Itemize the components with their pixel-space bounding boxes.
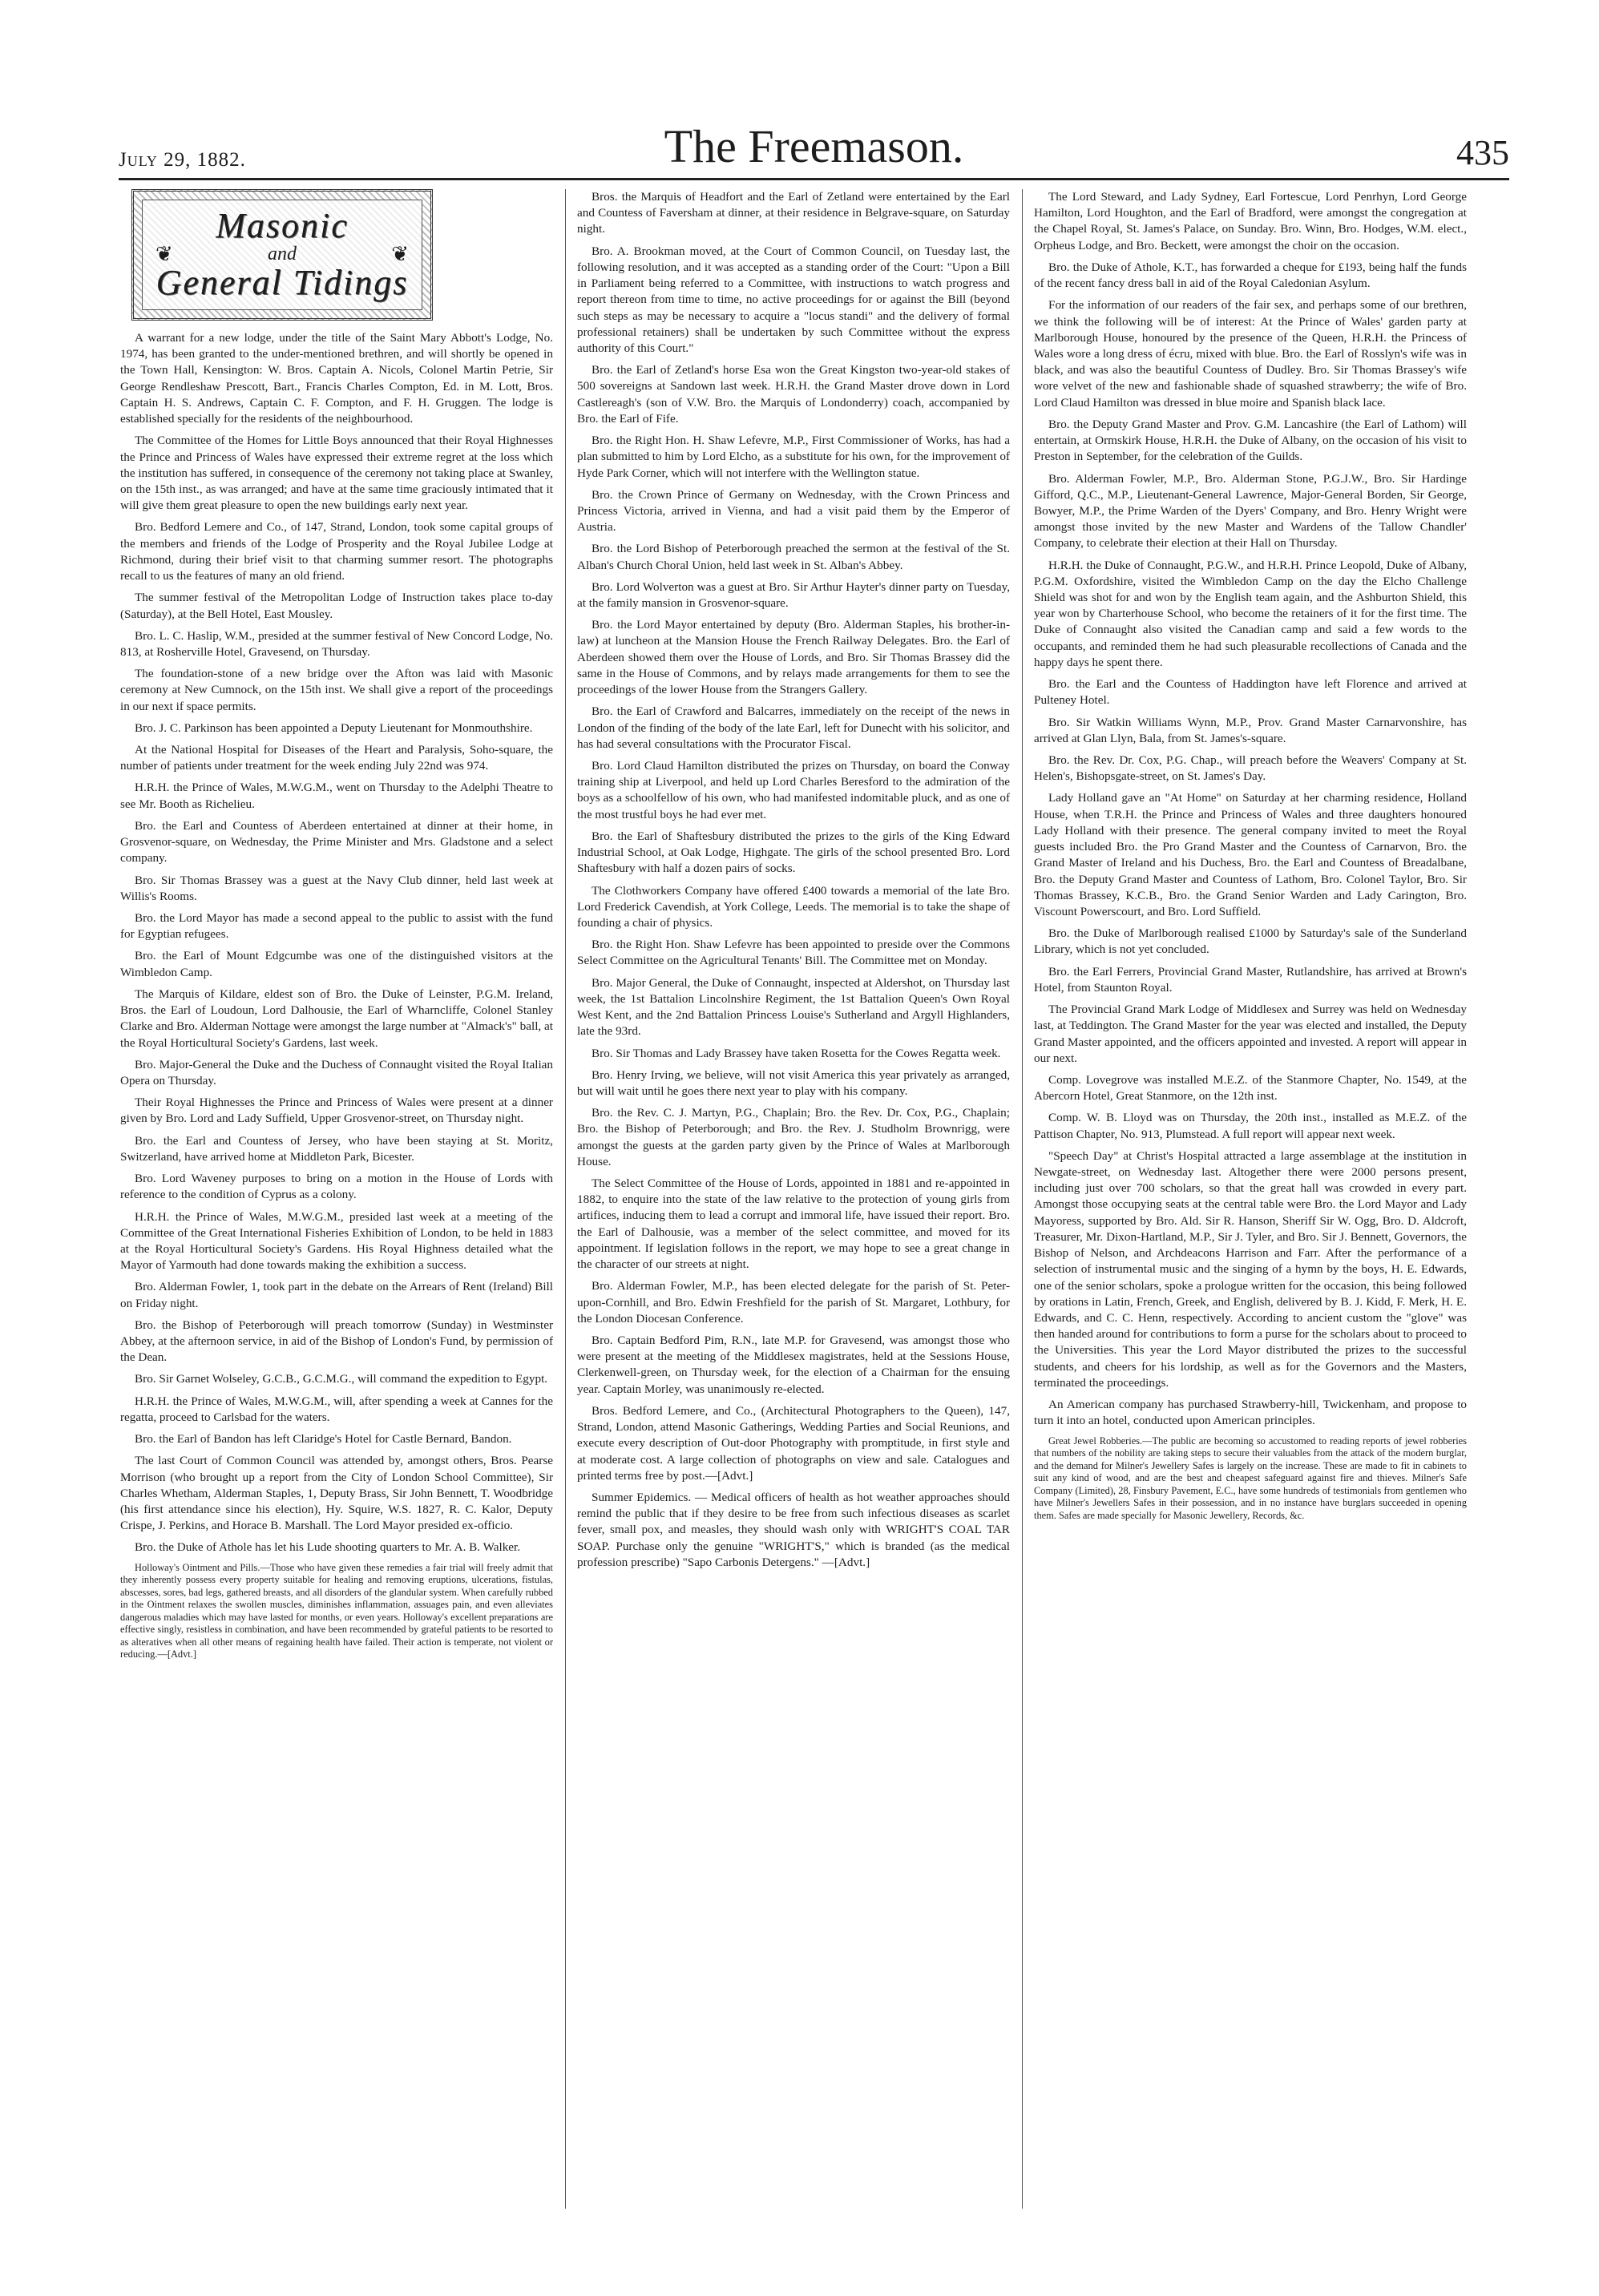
column-1	[120, 189, 553, 2209]
article-paragraph: The Marquis of Kildare, eldest son of Bro. the Duke of Leinster, P.G.M. Ireland, Bros. the Earl of Loudoun, Lord Dalhousie, the Earl of Wharncliffe, Colonel Stanley Clarke and Bro. Alderman Nottage were amongst the large number at "Almack's" ball, at the Royal Horticultural Society's Gardens, last week.	[120, 987, 553, 1050]
article-paragraph: Bro. Captain Bedford Pim, R.N., late M.P. for Gravesend, was amongst those who were present at the meeting of the Middlesex magistrates, held at the Sessions House, Clerkenwell-green, on Thursday week, for the election of a Chairman for the ensuing year. Captain Morley, was unanimously re-elected.	[577, 1334, 1010, 1396]
article-paragraph: The Clothworkers Company have offered £400 towards a memorial of the late Bro. Lord Frederick Cavendish, at York College, Leeds. The memorial is to take the shape of founding a chair of physics.	[577, 883, 1010, 930]
article-paragraph: Bro. Major General, the Duke of Connaught, inspected at Aldershot, on Thursday last week, the 1st Battalion Lincolnshire Regiment, the 1st Battalion Queen's Own Royal West Kent, and the 2nd Battalion Princess Louise's Sutherland and Argyll Highlanders, late the 93rd.	[577, 975, 1010, 1039]
article-paragraph: An American company has purchased Strawberry-hill, Twickenham, and propose to turn it into an hotel, conducted upon American principles.	[1034, 1398, 1467, 1428]
article-paragraph: Bro. the Duke of Athole has let his Lude shooting quarters to Mr. A. B. Walker.	[135, 1540, 521, 1555]
page-number: 435	[1456, 133, 1509, 172]
article-paragraph: Bro. Alderman Fowler, 1, took part in the debate on the Arrears of Rent (Ireland) Bill on Friday night.	[120, 1280, 553, 1310]
column-3	[1034, 189, 1467, 2209]
column-divider	[565, 189, 566, 2209]
article-paragraph: Bro. A. Brookman moved, at the Court of Common Council, on Tuesday last, the following resolution, and it was accepted as a standing order of the Court: "Upon a Bill in Parliament being referred to a Committee, with instructions to watch progress and report thereon from time to time, no active proceedings for or against the Bill (beyond such steps as may be necessary to acquire a "locus standi" and the delivery of formal professional retainers) shall be undertaken by such Committee without the express authority of this Court."	[577, 244, 1010, 355]
article-paragraph: Bro. the Earl of Mount Edgcumbe was one of the distinguished visitors at the Wimbledon Camp.	[120, 949, 553, 979]
column-1-articles	[120, 330, 553, 1661]
article-paragraph: Bro. Alderman Fowler, M.P., has been elected delegate for the parish of St. Peter-upon-Cornhill, and Bro. Edwin Freshfield for the parish of St. Margaret, Lothbury, for the London Diocesan Conference.	[577, 1279, 1010, 1326]
article-paragraph: Bro. the Rev. Dr. Cox, P.G. Chap., will preach before the Weavers' Company at St. Helen's, Bishopsgate-street, on St. James's Day.	[1034, 753, 1467, 784]
article-paragraph: Bro. the Lord Bishop of Peterborough preached the sermon at the festival of the St. Alban's Church Choral Union, held last week in St. Alban's Abbey.	[577, 542, 1010, 572]
article-paragraph: Bro. the Earl and the Countess of Haddington have left Florence and arrived at Pulteney Hotel.	[1034, 677, 1467, 708]
article-paragraph: Bro. Sir Watkin Williams Wynn, M.P., Prov. Grand Master Carnarvonshire, has arrived at Glan Llyn, Bala, from St. James's-square.	[1034, 715, 1467, 745]
issue-date: July 29, 1882.	[119, 149, 246, 171]
article-paragraph: For the information of our readers of the fair sex, and perhaps some of our brethren, we think the following will be of interest: At the Prince of Wales' garden party at Marlborough House, honoured by the presence of the Queen, H.R.H. the Princess of Wales wore a long dress of écru, mixed with blue. Bro. the Earl of Rosslyn's wife was in black, and was also the beautiful Countess of Dudley. Bro. Sir Thomas Brassey's wife wore velvet of the new and fashionable shade of squashed strawberry; the wife of Bro. Lord Claud Hamilton was dressed in blue moire and Spanish black lace.	[1034, 298, 1467, 410]
article-paragraph: Lady Holland gave an "At Home" on Saturday at her charming residence, Holland House, when T.R.H. the Prince and Princess of Wales and three daughters honoured Lady Holland with their presence. The general company invited to meet the Royal guests included Bro. the Pro Grand Master and the Countess of Carnarvon, Bro. the Grand Master of Ireland and his Duchess, Bro. the Earl and Countess of Breadalbane, Bro. the Deputy Grand Master and Countess of Lathom, Bro. Colonel Taylor, Bro. Sir Thomas Brassey, K.C.B., Bro. the Grand Senior Warden and Lady Carington, Bro. Viscount Powerscourt, and Bro. Lord Suffield.	[1034, 791, 1467, 918]
article-paragraph: Bro. the Duke of Marlborough realised £1000 by Saturday's sale of the Sunderland Library, which is not yet concluded.	[1034, 926, 1467, 957]
article-paragraph: Comp. Lovegrove was installed M.E.Z. of the Stanmore Chapter, No. 1549, at the Abercorn Hotel, Great Stanmore, on the 12th inst.	[1034, 1072, 1467, 1104]
article-paragraph: Bro. Lord Waveney purposes to bring on a motion in the House of Lords with reference to the condition of Cyprus as a colony.	[120, 1172, 553, 1202]
article-paragraph: Bro. the Bishop of Peterborough will preach tomorrow (Sunday) in Westminster Abbey, at the afternoon service, in aid of the Bishop of London's Fund, by permission of the Dean.	[120, 1317, 553, 1365]
article-paragraph: Bro. J. C. Parkinson has been appointed a Deputy Lieutenant for Monmouthshire.	[135, 720, 533, 735]
column-2-articles	[577, 189, 1010, 1571]
column-divider	[1022, 189, 1023, 2209]
article-paragraph: Bro. Sir Thomas Brassey was a guest at the Navy Club dinner, held last week at Willis's Rooms.	[120, 873, 553, 903]
article-paragraph: The foundation-stone of a new bridge over the Afton was laid with Masonic ceremony at New Cumnock, on the 15th inst. We shall give a report of the proceedings in our next if space permits.	[120, 667, 553, 713]
heading-line-2: and	[268, 244, 297, 264]
article-paragraph: Bro. Sir Garnet Wolseley, G.C.B., G.C.M.G., will command the expedition to Egypt.	[135, 1372, 548, 1386]
article-paragraph: The last Court of Common Council was attended by, amongst others, Bros. Pearse Morrison (who brought up a report from the City of London School Committee), Sir Charles Whetham, Alderman Staples, 1, Deputy Brass, Sir John Bennett, T. Woodbridge (his first attendance since his election), Hy. Squire, W.S. 1827, R. C. Kalor, Deputy Crispe, J. Perkins, and Horace B. Marshall. The Lord Mayor presided ex-officio.	[120, 1454, 553, 1533]
article-paragraph: Bro. the Earl and Countess of Jersey, who have been staying at St. Moritz, Switzerland, have arrived home at Middleton Park, Bicester.	[120, 1133, 553, 1164]
article-paragraph: Bro. the Earl of Crawford and Balcarres, immediately on the receipt of the news in London of the finding of the body of the late Earl, left for Dunecht with his solicitor, and has had several consultations with the Procurator Fiscal.	[577, 704, 1010, 751]
section-heading	[142, 200, 422, 310]
article-paragraph: Bro. the Earl of Bandon has left Claridge's Hotel for Castle Bernard, Bandon.	[135, 1432, 512, 1447]
article-paragraph: Bros. the Marquis of Headfort and the Earl of Zetland were entertained by the Earl and Countess of Faversham at dinner, at their residence in Belgrave-square, on Saturday night.	[577, 190, 1010, 236]
section-heading-ornament	[131, 189, 433, 321]
article-paragraph: Bro. the Lord Mayor has made a second appeal to the public to assist with the fund for Egyptian refugees.	[120, 911, 553, 942]
ornament-right-icon: ❦	[391, 242, 409, 266]
article-paragraph: Their Royal Highnesses the Prince and Princess of Wales were present at a dinner given by Bro. Lord and Lady Suffield, Upper Grosvenor-street, on Thursday night.	[120, 1096, 553, 1126]
heading-line-3: General Tidings	[155, 263, 409, 302]
article-paragraph: Bro. the Right Hon. H. Shaw Lefevre, M.P., First Commissioner of Works, has had a plan submitted to him by Lord Elcho, as a substitute for his own, for the improvement of Hyde Park Corner, which will not interfere with the Wellington statue.	[577, 434, 1010, 480]
article-paragraph: Bro. the Duke of Athole, K.T., has forwarded a cheque for £193, being half the funds of the recent fancy dress ball in aid of the Royal Caledonian Asylum.	[1034, 260, 1467, 291]
article-paragraph: Summer Epidemics. — Medical officers of health as hot weather approaches should remind the public that if they desire to be free from such infectious diseases as scarlet fever, small pox, and measles, they should wash only with WRIGHT'S COAL TAR SOAP. Purchase only the genuine "WRIGHT'S," which is branded (as the medical profession prescribe) "Sapo Carbonis Detergens." —[Advt.]	[577, 1490, 1010, 1569]
article-paragraph: The summer festival of the Metropolitan Lodge of Instruction takes place to-day (Saturday), at the Bell Hotel, East Mousley.	[120, 591, 553, 621]
article-paragraph: Bro. the Earl of Zetland's horse Esa won the Great Kingston two-year-old stakes of 500 sovereigns at Sandown last week. H.R.H. the Grand Master drove down in Lord Castlereagh's (son of V.W. Bro. the Marquis of Londonderry) coach, accompanied by Bro. the Earl of Fife.	[577, 363, 1010, 426]
article-paragraph: Bro. the Earl and Countess of Aberdeen entertained at dinner at their home, in Grosvenor-square, on Wednesday, the Prime Minister and Mrs. Gladstone and a select company.	[120, 818, 553, 866]
article-paragraph: Bro. Alderman Fowler, M.P., Bro. Alderman Stone, P.G.J.W., Bro. Sir Hardinge Gifford, Q.C., M.P., Lieutenant-General Lawrence, Major-General Borden, Sir George, Bowyer, M.P., the Prime Warden of the Dyers' Company, and Bro. Henry Wright were amongst those invited by the new Master and Wardens of the Tallow Chandler' Company, to celebrate their election at their Hall on Thursday.	[1034, 471, 1467, 551]
article-paragraph: Bro. the Earl of Shaftesbury distributed the prizes to the girls of the King Edward Industrial School, at Oak Lodge, Highgate. The girls of the school presented Bro. Lord Shaftesbury with half a dozen pairs of socks.	[577, 829, 1010, 876]
article-paragraph: The Lord Steward, and Lady Sydney, Earl Fortescue, Lord Penrhyn, Lord George Hamilton, Lord Houghton, and the Earl of Bradford, were amongst the congregation at the Chapel Royal, St. James's Palace, on Sunday. Bro. Winn, Bro. Hodges, W.M. elect., Orpheus Lodge, and Bro. Beckett, were amongst the choir on the occasion.	[1034, 190, 1467, 252]
article-paragraph: Comp. W. B. Lloyd was on Thursday, the 20th inst., installed as M.E.Z. of the Pattison Chapter, No. 913, Plumstead. A full report will appear next week.	[1034, 1111, 1467, 1141]
column-2	[577, 189, 1010, 2209]
article-paragraph: Bro. L. C. Haslip, W.M., presided at the summer festival of New Concord Lodge, No. 813, at Rosherville Hotel, Gravesend, on Thursday.	[120, 628, 553, 659]
masthead	[119, 120, 1509, 176]
article-paragraph: Holloway's Ointment and Pills.—Those who have given these remedies a fair trial will freely admit that they inherently possess every property suitable for healing and removing eruptions, ulcerations, fistulas, abscesses, sores, bad legs, gathered breasts, and all disorders of the glandular system. When carefully rubbed in the Ointment relaxes the swollen muscles, diminishes inflammation, assuages pain, and even alleviates dangerous maladies which may have lasted for months, or even years. Holloway's excellent preparations are effective singly, resistless in combination, and have been recommended by grateful patients to be resorted to as alteratives when all other means of regaining health have failed. Their action is temperate, not violent or reducing.—[Advt.]	[120, 1561, 553, 1660]
article-paragraph: Bro. Bedford Lemere and Co., of 147, Strand, London, took some capital groups of the members and friends of the Lodge of Prosperity and the Royal Jubilee Lodge at Richmond, during their brief visit to that charming summer resort. The photographs recall to us the features of many an old friend.	[120, 520, 553, 583]
article-paragraph: Bro. Henry Irving, we believe, will not visit America this year privately as arranged, but will wait until he goes there next year to play with his company.	[577, 1067, 1010, 1098]
article-paragraph: Bro. Lord Claud Hamilton distributed the prizes on Thursday, on board the Conway training ship at Liverpool, and held up Lord Charles Beresford to the admiration of the boys as a schoolfellow of his own, who had manifested indomitable pluck, and as one of the most trustful boys he had ever met.	[577, 759, 1010, 821]
article-paragraph: The Select Committee of the House of Lords, appointed in 1881 and re-appointed in 1882, to enquire into the state of the law relative to the protection of young girls from artifices, inducing them to lead a corrupt and immoral life, have issued their report. Bro. the Earl of Dalhousie, was a member of the select committee, and moved for its appointment. If legislation follows in the report, we may hope to see a great change in the character of our streets at night.	[577, 1176, 1010, 1272]
column-3-articles	[1034, 189, 1467, 1522]
article-paragraph: The Provincial Grand Mark Lodge of Middlesex and Surrey was held on Wednesday last, at Teddington. The Grand Master for the year was elected and installed, the Deputy Grand Master appointed, and the officers appointed and invested. A report will appear in our next.	[1034, 1003, 1467, 1065]
article-paragraph: "Speech Day" at Christ's Hospital attracted a large assemblage at the institution in Newgate-street, on Wednesday last. Altogether there were 2000 persons present, including just over 700 scholars, so that the great hall was crowded in every part. Amongst those occupying seats at the central table were Bro. the Lord Mayor and Lady Mayoress, supported by Bro. Ald. Sir R. Hanson, Sheriff Sir W. Ogg, Bro. D. Aldcroft, Treasurer, Mr. Dixon-Hartland, M.P., Sir J. Tyler, and Bro. Sir J. Bennett, Governors, the Bishop of Nelson, and Archdeacons Harrison and Farr. After the performance of a selection of instrumental music and the singing of a hymn by the boys, H. E. Edwards, one of the senior scholars, spoke a prologue written for the occasion, this being followed by orations in Latin, French, Greek, and English, delivered by B. J. Kidd, F. Merk, H. E. Edwards, and C. C. Henn, respectively. According to ancient custom the "glove" was then handed around for contributions to form a purse for the scholars about to proceed to the Universities. This year the Lord Mayor distributed the prizes to the successful students, and cheers for his lordship, as well as for the Governors and the Masters, terminated the proceedings.	[1034, 1148, 1467, 1390]
article-paragraph: H.R.H. the Prince of Wales, M.W.G.M., went on Thursday to the Adelphi Theatre to see Mr. Booth as Richelieu.	[120, 781, 553, 811]
article-paragraph: Bro. the Rev. C. J. Martyn, P.G., Chaplain; Bro. the Rev. Dr. Cox, P.G., Chaplain; Bro. the Bishop of Peterborough; and Bro. the Rev. J. Studholm Brownrigg, were amongst the guests at the garden party given by the Prince of Wales at Marlborough House.	[577, 1106, 1010, 1168]
article-paragraph: H.R.H. the Duke of Connaught, P.G.W., and H.R.H. Prince Leopold, Duke of Albany, P.G.M. Oxfordshire, visited the Wimbledon Camp on the day the Elcho Challenge Shield was shot for and won by the English team again, and the Ashburton Shield, this year won by Charterhouse School, who become the retainers of it for the first time. The Duke of Connaught also visited the Canadian camp and said a few words to the occupants, and reminded them he had such pleasurable recollections of Canada and the happy days he spent there.	[1034, 558, 1467, 669]
article-paragraph: H.R.H. the Prince of Wales, M.W.G.M., will, after spending a week at Cannes for the regatta, proceed to Carlsbad for the waters.	[120, 1394, 553, 1424]
article-paragraph: Bro. the Deputy Grand Master and Prov. G.M. Lancashire (the Earl of Lathom) will entertain, at Ormskirk House, H.R.H. the Duke of Albany, on the occasion of his visit to Preston in September, for the celebration of the Guilds.	[1034, 417, 1467, 464]
article-paragraph: Bro. the Lord Mayor entertained by deputy (Bro. Alderman Staples, his brother-in-law) at luncheon at the Mansion House the French Railway Delegates. Bro. the Earl of Aberdeen showed them over the House of Lords, and Bro. Sir Thomas Brassey did the same in the House of Commons, and by relays made arrangements for them to see the proceedings of the lower House from the Strangers Gallery.	[577, 618, 1010, 697]
article-paragraph: Bro. Lord Wolverton was a guest at Bro. Sir Arthur Hayter's dinner party on Tuesday, at the family mansion in Grosvenor-square.	[577, 579, 1010, 611]
header-rule	[119, 178, 1509, 180]
article-paragraph: Bro. Major-General the Duke and the Duchess of Connaught visited the Royal Italian Opera on Thursday.	[120, 1057, 553, 1087]
article-paragraph: Great Jewel Robberies.—The public are becoming so accustomed to reading reports of jewel robberies that numbers of the nobility are taking steps to secure their valuables from the attack of the modern burglar, and the demand for Milner's Jewellery Safes is largely on the increase. These are made to fit in cabinets to suit any kind of wood, and are the best and cheapest safeguard against fire and thieves. Milner's Safe Company (Limited), 28, Finsbury Pavement, E.C., have some hundreds of testimonials from gentlemen who have Milner's Jewellers Safes in their possession, and in no instance have burglars succeeded in opening them. Safes are made specially for Masonic Jewellery, Records, &c.	[1034, 1434, 1467, 1521]
article-paragraph: A warrant for a new lodge, under the title of the Saint Mary Abbott's Lodge, No. 1974, has been granted to the under-mentioned brethren, and will shortly be opened in the Town Hall, Kensington: W. Bros. Captain A. Nicols, Colonel Martin Petrie, Sir George Rendleshaw Prescott, Bart., Francis Charles Compton, Ed. in M. Lott, Bros. Captain H. S. Andrews, Captain C. F. Compton, and F. H. Gruggen. The lodge is established specially for the residents of the neighbourhood.	[120, 331, 553, 426]
article-paragraph: Bro. Sir Thomas and Lady Brassey have taken Rosetta for the Cowes Regatta week.	[592, 1046, 1001, 1060]
article-paragraph: Bro. the Earl Ferrers, Provincial Grand Master, Rutlandshire, has arrived at Brown's Hotel, from Staunton Royal.	[1034, 964, 1467, 995]
article-paragraph: Bros. Bedford Lemere, and Co., (Architectural Photographers to the Queen), 147, Strand, London, attend Masonic Gatherings, Wedding Parties and Social Reunions, and execute every description of Out-door Photography with promptitude, in first style and at moderate cost. A large collection of photographs on view and sale. Catalogues and printed terms free by post.—[Advt.]	[577, 1403, 1010, 1483]
article-paragraph: At the National Hospital for Diseases of the Heart and Paralysis, Soho-square, the number of patients under treatment for the week ending July 22nd was 974.	[120, 743, 553, 773]
article-paragraph: The Committee of the Homes for Little Boys announced that their Royal Highnesses the Prince and Princess of Wales have expressed their extreme regret at the loss which the institution has suffered, in consequence of the ceremony not taking place at Swanley, on the 15th inst., as was arranged; and have at the same time graciously intimated that it will give them great pleasure to open the new buildings early next year.	[120, 434, 553, 513]
article-paragraph: H.R.H. the Prince of Wales, M.W.G.M., presided last week at a meeting of the Committee of the Great International Fisheries Exhibition of London, to be held in 1883 at the Royal Horticultural Society's Gardens. His Royal Highness detailed what the Mayor of Yarmouth had done towards making the exhibition a success.	[120, 1209, 553, 1273]
heading-line-1: Masonic	[216, 206, 349, 245]
article-paragraph: Bro. the Crown Prince of Germany on Wednesday, with the Crown Princess and Princess Victoria, arrived in Vienna, and had a visit paid them by the Emperor of Austria.	[577, 487, 1010, 535]
ornament-left-icon: ❦	[155, 242, 173, 266]
article-paragraph: Bro. the Right Hon. Shaw Lefevre has been appointed to preside over the Commons Select Committee on the Agricultural Tenants' Bill. The Committee met on Monday.	[577, 938, 1010, 968]
newspaper-title: The Freemason.	[664, 120, 964, 172]
